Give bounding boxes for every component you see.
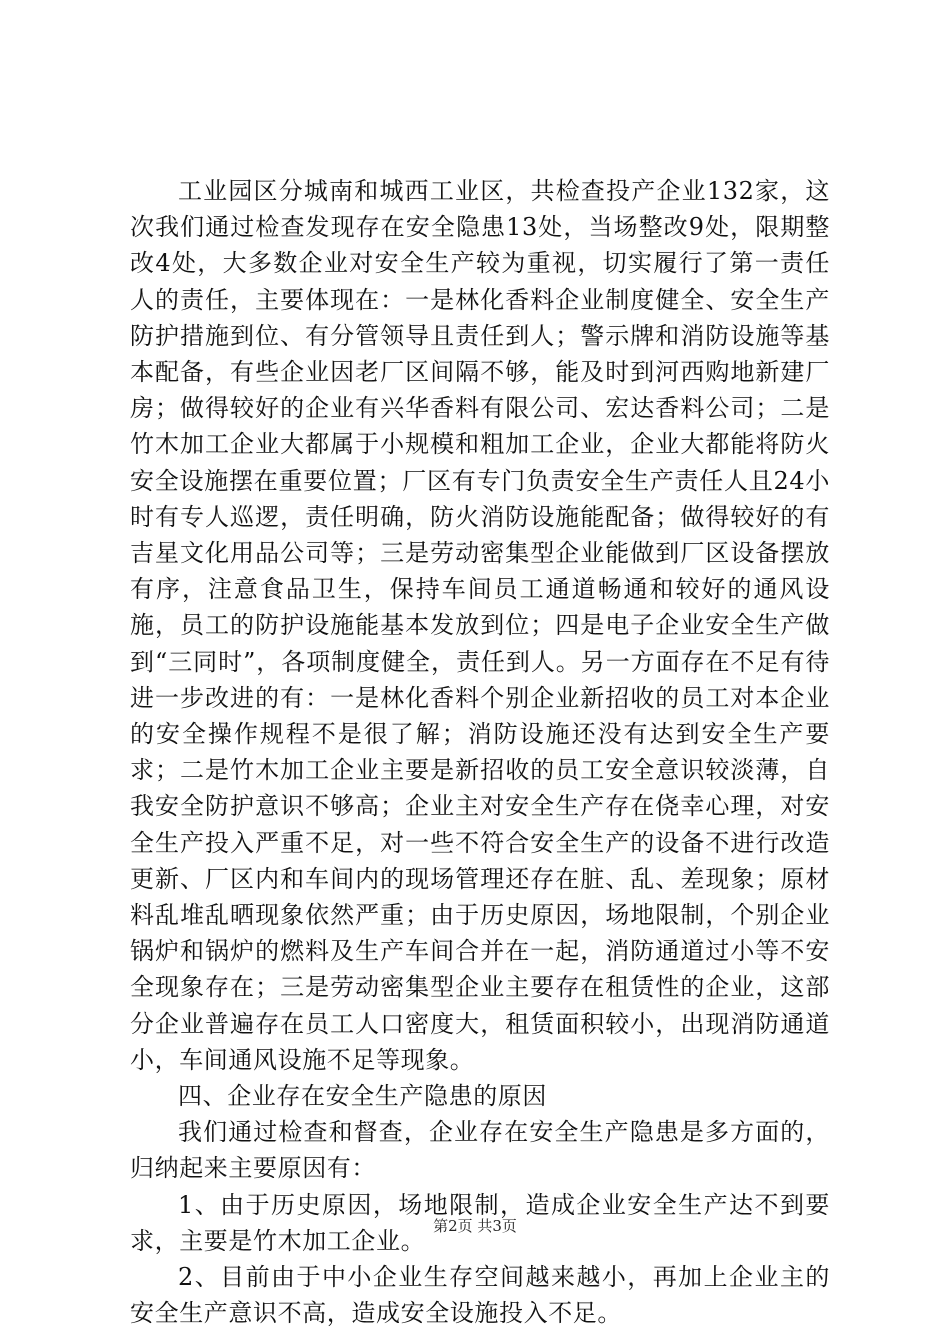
paragraph-cause-2: 2、目前由于中小企业生存空间越来越小，再加上企业主的安全生产意识不高，造成安全设施投入不足。	[130, 1263, 830, 1328]
document-body	[130, 173, 830, 1332]
paragraph-cause-1: 1、由于历史原因，场地限制，造成企业安全生产达不到要求，主要是竹木加工企业。	[130, 1190, 830, 1255]
section-heading-causes: 四、企业存在安全生产隐患的原因	[178, 1082, 547, 1111]
page-number-footer: 第2页 共3页	[433, 1217, 517, 1235]
paragraph-causes-intro: 我们通过检查和督查，企业存在安全生产隐患是多方面的，归纳起来主要原因有：	[130, 1118, 830, 1183]
paragraph-inspection-findings: 工业园区分城南和城西工业区，共检查投产企业132家，这次我们通过检查发现存在安全隐患13处，当场整改9处，限期整改4处，大多数企业对安全生产较为重视，切实履行了第一责任人的责任，主要体现在：一是林化香料企业制度健全、安全生产防护措施到位、有分管领导且责任到人；警示牌和消防设施等基本配备，有些企业因老厂区间隔不够，能及时到河西购地新建厂房；做得较好的企业有兴华香料有限公司、宏达香料公司；二是竹木加工企业大都属于小规模和粗加工企业，企业大都能将防火安全设施摆在重要位置；厂区有专门负责安全生产责任人且24小时有专人巡逻，责任明确，防火消防设施能配备；做得较好的有吉星文化用品公司等；三是劳动密集型企业能做到厂区设备摆放有序，注意食品卫生，保持车间员工通道畅通和较好的通风设施，员工的防护设施能基本发放到位；四是电子企业安全生产做到“三同时”，各项制度健全，责任到人。另一方面存在不足有待进一步改进的有：一是林化香料个别企业新招收的员工对本企业的安全操作规程不是很了解；消防设施还没有达到安全生产要求；二是竹木加工企业主要是新招收的员工安全意识较淡薄，自我安全防护意识不够高；企业主对安全生产存在侥幸心理，对安全生产投入严重不足，对一些不符合安全生产的设备不进行改造更新、厂区内和车间内的现场管理还存在脏、乱、差现象；原材料乱堆乱晒现象依然严重；由于历史原因，场地限制，个别企业锅炉和锅炉的燃料及生产车间合并在一起，消防通道过小等不安全现象存在；三是劳动密集型企业主要存在租赁性的企业，这部分企业普遍存在员工人口密度大，租赁面积较小，出现消防通道小，车间通风设施不足等现象。	[130, 177, 830, 1074]
